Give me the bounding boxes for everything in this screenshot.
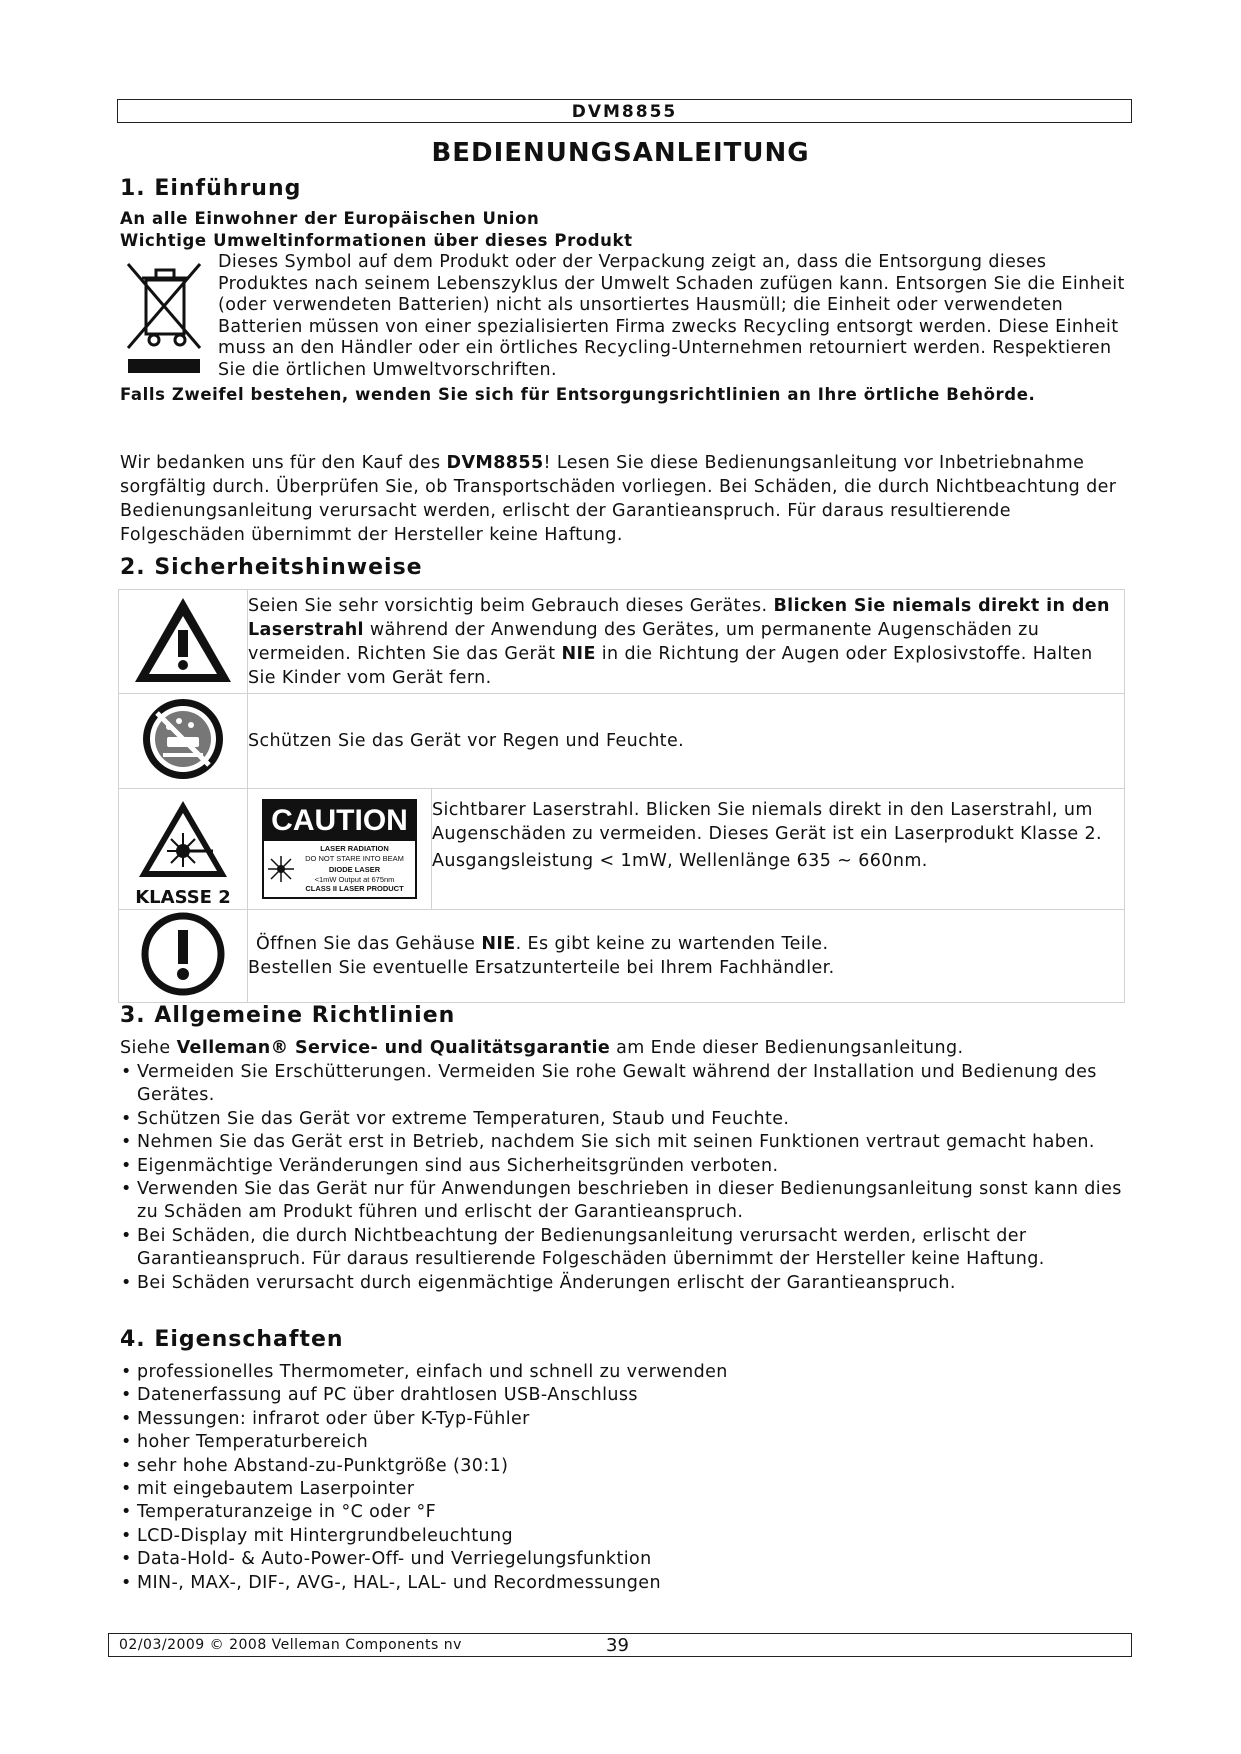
list-item: • Eigenmächtige Veränderungen sind aus Sicherheitsgründen verboten. (120, 1155, 1125, 1178)
safety-icon-cell (119, 694, 248, 789)
header-box (117, 99, 1132, 123)
guidelines-list (120, 1061, 1125, 1295)
section1-heading: 1. Einführung (120, 176, 302, 201)
list-item: • hoher Temperaturbereich (120, 1431, 1125, 1454)
safety-row-open (119, 910, 1125, 1003)
list-item: • Temperaturanzeige in °C oder °F (120, 1501, 1125, 1524)
attention-circle-icon (139, 983, 227, 1002)
section4-heading: 4. Eigenschaften (120, 1327, 344, 1352)
list-item: • Nehmen Sie das Gerät erst in Betrieb, nachdem Sie sich mit seinen Funktionen vertraut gemacht haben. (120, 1131, 1125, 1154)
no-rain-icon (139, 768, 227, 787)
laser-text-cell (432, 789, 1125, 910)
rain-text: Schützen Sie das Gerät vor Regen und Feuchte. (248, 694, 1125, 789)
list-item: • Datenerfassung auf PC über drahtlosen USB-Anschluss (120, 1384, 1125, 1407)
laser-starburst-icon (266, 854, 296, 884)
laser-output: Ausgangsleistung < 1mW, Wellenlänge 635 ~ 660nm. (432, 851, 928, 871)
list-item: • mit eingebautem Laserpointer (120, 1478, 1125, 1501)
safety-icon-cell (119, 910, 248, 1003)
caution-title: CAUTION (264, 801, 415, 841)
list-item: • Bei Schäden verursacht durch eigenmächtige Änderungen erlischt der Garantieanspruch. (120, 1272, 1125, 1295)
list-item: • Messungen: infrarot oder über K-Typ-Fühler (120, 1408, 1125, 1431)
open-text: Öffnen Sie das Gehäuse NIE. Es gibt keine zu wartenden Teile. Bestellen Sie eventuelle Ersatzunterteile bei Ihrem Fachhändler. (248, 910, 1125, 1003)
safety-table (118, 589, 1125, 1003)
safety-row-warning (119, 590, 1125, 694)
list-item: • Data-Hold- & Auto-Power-Off- und Verriegelungsfunktion (120, 1548, 1125, 1571)
warning-text: Seien Sie sehr vorsichtig beim Gebrauch dieses Gerätes. Blicken Sie niemals direkt in den Laserstrahl während der Anwendung des Gerätes, um permanente Augenschäden zu vermeiden. Richten Sie das Gerät NIE in die Richtung der Augen oder Explosivstoffe. Halten Sie Kinder vom Gerät fern. (248, 590, 1125, 694)
section3-heading: 3. Allgemeine Richtlinien (120, 1003, 456, 1028)
section3-intro: Siehe Velleman® Service- und Qualitätsgarantie am Ende dieser Bedienungsanleitung. (120, 1038, 964, 1058)
laser-warning-icon (135, 866, 231, 885)
thanks-paragraph: Wir bedanken uns für den Kauf des DVM8855! Lesen Sie diese Bedienungsanleitung vor Inbetriebnahme sorgfältig durch. Überprüfen Sie, ob Transportschäden vorliegen. Bei Schäden, die durch Nichtbeachtung der Bedienungsanleitung verursacht werden, erlischt der Garantieanspruch. Für daraus resultierende Folgeschäden übernimmt der Hersteller keine Haftung. (120, 453, 1117, 545)
page-title: BEDIENUNGSANLEITUNG (431, 138, 810, 168)
thanks-model: DVM8855 (446, 453, 544, 473)
page-number: 39 (606, 1635, 629, 1656)
safety-row-laser (119, 789, 1125, 910)
footer-box (108, 1633, 1132, 1657)
doubt-text: Falls Zweifel bestehen, wenden Sie sich für Entsorgungsrichtlinien an Ihre örtliche Behörde. (120, 385, 1036, 404)
safety-icon-cell (119, 789, 248, 910)
caution-label-cell (248, 789, 432, 910)
list-item: • MIN-, MAX-, DIF-, AVG-, HAL-, LAL- und Recordmessungen (120, 1572, 1125, 1595)
footer-date-copyright: 02/03/2009 © 2008 Velleman Components nv (119, 1637, 462, 1653)
laser-text: Sichtbarer Laserstrahl. Blicken Sie niemals direkt in den Laserstrahl, um Augenschäden zu vermeiden. Dieses Gerät ist ein Laserprodukt Klasse 2. (432, 800, 1103, 844)
features-list (120, 1361, 1125, 1595)
list-item: • professionelles Thermometer, einfach und schnell zu verwenden (120, 1361, 1125, 1384)
safety-row-rain (119, 694, 1125, 789)
list-item: • Verwenden Sie das Gerät nur für Anwendungen beschrieben in dieser Bedienungsanleitung sonst kann dies zu Schäden am Produkt führen und erlischt der Garantieanspruch. (120, 1178, 1125, 1225)
list-item: • Bei Schäden, die durch Nichtbeachtung der Bedienungsanleitung verursacht werden, erlischt der Garantieanspruch. Für daraus resultierende Folgeschäden übernimmt der Hersteller keine Haftung. (120, 1225, 1125, 1272)
weee-bin-icon (122, 256, 206, 378)
weee-text: Dieses Symbol auf dem Produkt oder der Verpackung zeigt an, dass die Entsorgung dieses Produktes nach seinem Lebenszyklus der Umwelt Schaden zufügen kann. Entsorgen Sie die Einheit (oder verwendeten Batterien) nicht als unsortiertes Hausmüll; die Einheit oder verwendeten Batterien müssen von einer spezialisierten Firma zwecks Recycling entsorgt werden. Diese Einheit muss an den Händler oder ein örtliches Recycling-Unternehmen retourniert werden. Respektieren Sie die örtlichen Umweltvorschriften. (218, 252, 1125, 380)
laser-class-label: KLASSE 2 (135, 887, 231, 908)
warning-triangle-icon (131, 671, 235, 690)
safety-icon-cell (119, 590, 248, 694)
list-item: • Vermeiden Sie Erschütterungen. Vermeiden Sie rohe Gewalt während der Installation und Bedienung des Gerätes. (120, 1061, 1125, 1108)
env-line: Wichtige Umweltinformationen über dieses Produkt (120, 231, 633, 250)
header-model: DVM8855 (571, 102, 678, 122)
list-item: • Schützen Sie das Gerät vor extreme Temperaturen, Staub und Feuchte. (120, 1108, 1125, 1131)
list-item: • sehr hohe Abstand-zu-Punktgröße (30:1) (120, 1455, 1125, 1478)
eu-line: An alle Einwohner der Europäischen Union (120, 209, 540, 228)
list-item: • LCD-Display mit Hintergrundbeleuchtung (120, 1525, 1125, 1548)
caution-label: CAUTION LASER RADIATION DO NOT STARE INTO BEAM DIODE LASER <1mW Output at 675nm CLASS II LASER PRODUCT (262, 799, 417, 899)
section2-heading: 2. Sicherheitshinweise (120, 555, 423, 580)
